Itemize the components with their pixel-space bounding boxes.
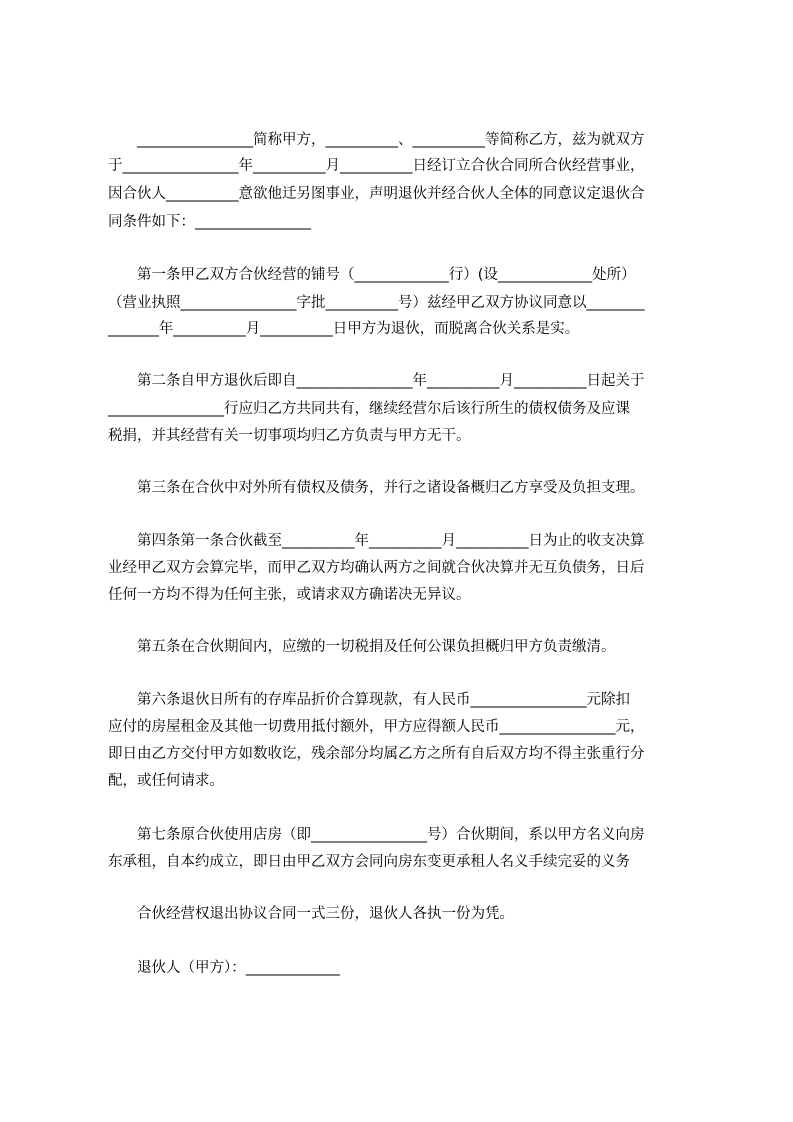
article-7-line-2: 东承租，自本约成立，即日由甲乙双方会同向房东变更承租人名义手续完妥的义务 <box>108 854 630 870</box>
preamble-line-4: 同条件如下：________________ <box>108 214 311 230</box>
article-6-line-1: 第六条退伙日所有的存库品折价合算现款，有人民币________________元除扣 <box>137 692 630 708</box>
article-2-line-1: 第二条自甲方退伙后即自________________年__________月__________日起关于 <box>137 373 645 389</box>
signature-line: 退伙人（甲方）：_____________ <box>137 960 340 976</box>
article-6-line-4: 配，或任何请求。 <box>108 773 224 789</box>
article-1-line-2: （营业执照________________字批__________号）兹经甲乙双方协议同意以________ <box>108 295 645 311</box>
article-4-line-1: 第四条第一条合伙截至__________年__________月__________日为止的收支决算 <box>137 533 645 549</box>
article-4-line-2: 业经甲乙双方会算完毕，而甲乙双方均确认两方之间就合伙决算并无互负债务，日后 <box>108 560 645 576</box>
copies-clause: 合伙经营权退出协议合同一式三份，退伙人各执一份为凭。 <box>137 906 514 922</box>
article-6-line-3: 即日由乙方交付甲方如数收讫，残余部分均属乙方之所有自后双方均不得主张重行分 <box>108 746 645 762</box>
article-1-line-1: 第一条甲乙双方合伙经营的铺号（_____________行）(设_____________处所） <box>137 267 636 283</box>
preamble-line-1: ________________简称甲方，__________、__________等简称乙方，兹为就双方 <box>137 132 645 148</box>
article-6-line-2: 应付的房屋租金及其他一切费用抵付额外，甲方应得额人民币________________元， <box>108 719 645 735</box>
article-7-line-1: 第七条原合伙使用店房（即________________号）合伙期间，系以甲方名义向房 <box>137 827 645 843</box>
article-5-line-1: 第五条在合伙期间内，应缴的一切税捐及任何公课负担概归甲方负责缴清。 <box>137 639 616 655</box>
preamble-line-3: 因合伙人__________意欲他迁另图事业，声明退伙并经合伙人全体的同意议定退伙合 <box>108 186 645 202</box>
article-1-line-3: _______年__________月__________日甲方为退伙，而脱离合伙关系是实。 <box>108 321 580 337</box>
article-3-line-1: 第三条在合伙中对外所有债权及债务，并行之诸设备概归乙方享受及负担支理。 <box>137 480 645 496</box>
article-2-line-3: 税捐，并其经营有关一切事项均归乙方负责与甲方无干。 <box>108 428 471 444</box>
preamble-line-2: 于________________年__________月__________日经订立合伙合同所合伙经营事业， <box>108 158 645 174</box>
article-2-line-2: ________________行应归乙方共同共有，继续经营尔后该行所生的债权债务及应课 <box>108 401 630 417</box>
article-4-line-3: 任何一方均不得为任何主张，或请求双方确诺决无异议。 <box>108 587 471 603</box>
